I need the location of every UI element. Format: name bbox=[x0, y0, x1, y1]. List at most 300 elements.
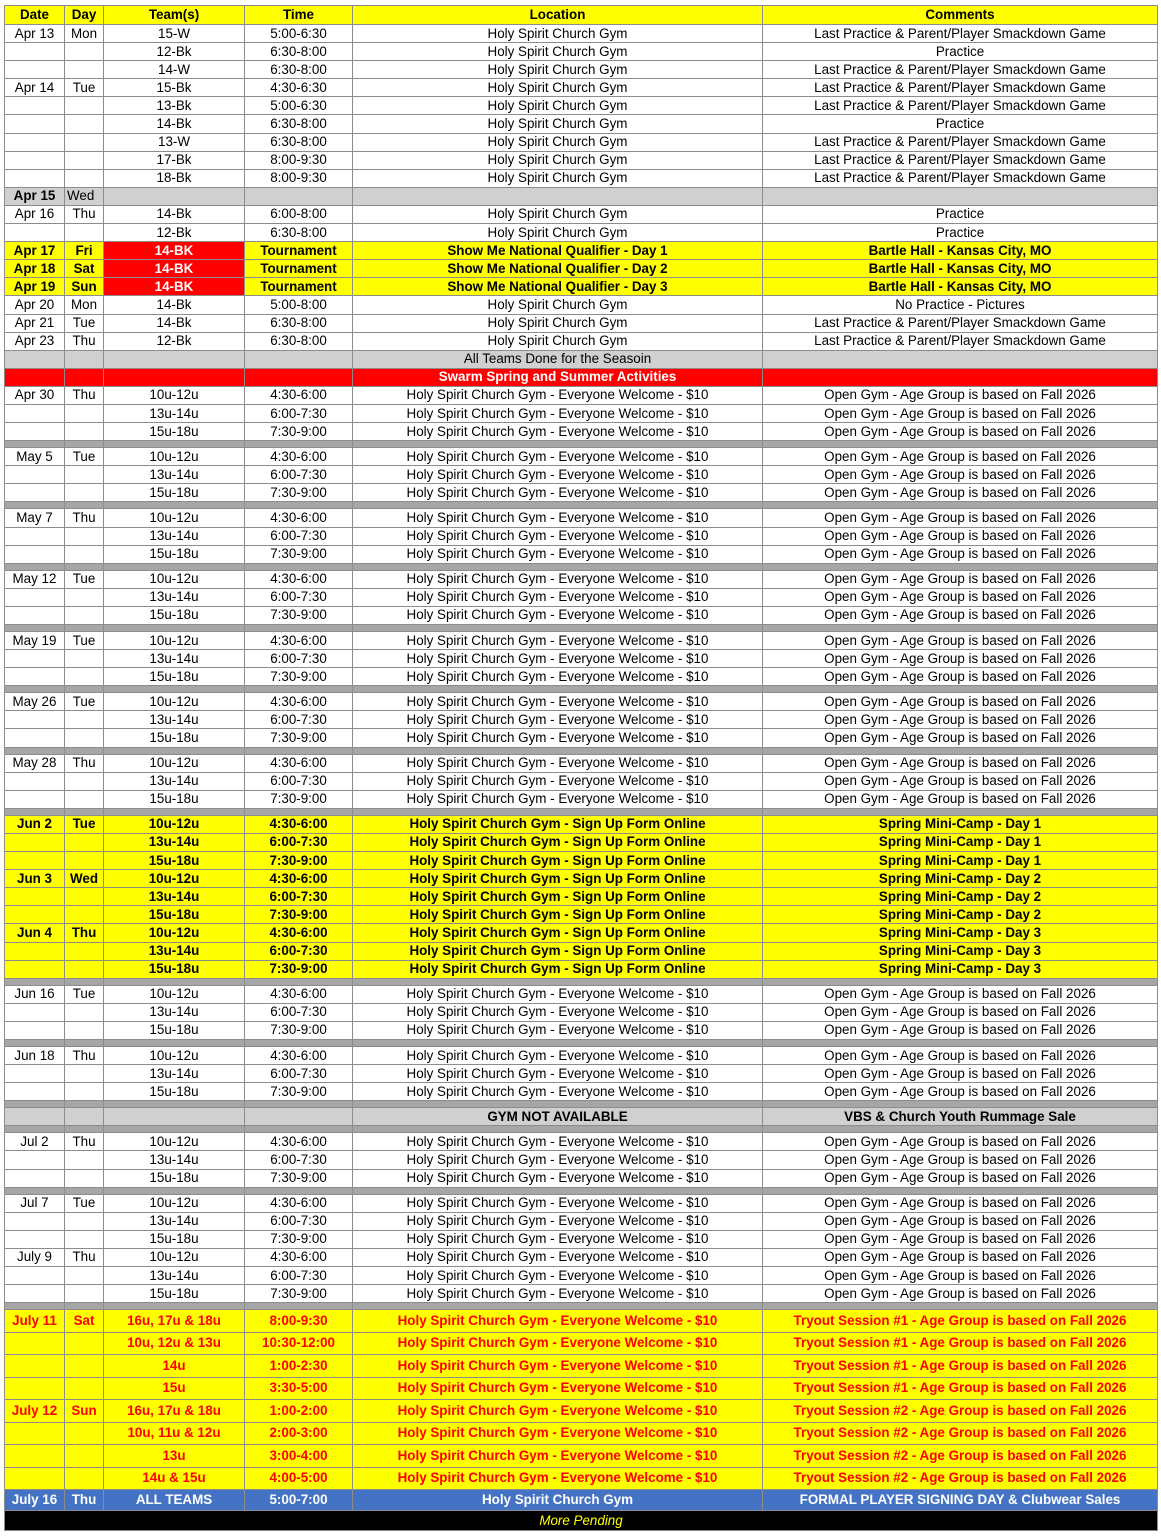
cell-location: Holy Spirit Church Gym - Everyone Welcome - $10 bbox=[353, 606, 763, 624]
separator-cell bbox=[5, 1101, 65, 1108]
cell-time: 7:30-9:00 bbox=[245, 545, 353, 563]
cell-date bbox=[5, 115, 65, 133]
separator-cell bbox=[353, 625, 763, 632]
separator-cell bbox=[245, 1187, 353, 1194]
cell-teams: 10u-12u bbox=[104, 386, 245, 404]
cell-time: 5:00-6:30 bbox=[245, 25, 353, 43]
cell-time: 1:00-2:30 bbox=[245, 1355, 353, 1378]
cell-comments: Open Gym - Age Group is based on Fall 2026 bbox=[763, 1169, 1158, 1187]
cell-comments: Tryout Session #1 - Age Group is based on Fall 2026 bbox=[763, 1377, 1158, 1400]
cell-location: Show Me National Qualifier - Day 3 bbox=[353, 278, 763, 296]
cell-location: Holy Spirit Church Gym - Everyone Welcome - $10 bbox=[353, 1355, 763, 1378]
separator-cell bbox=[245, 1039, 353, 1046]
cell-comments: Open Gym - Age Group is based on Fall 2026 bbox=[763, 1133, 1158, 1151]
cell-comments: Open Gym - Age Group is based on Fall 2026 bbox=[763, 1230, 1158, 1248]
separator-cell bbox=[763, 1126, 1158, 1133]
cell-teams: 15u-18u bbox=[104, 729, 245, 747]
cell-day bbox=[65, 729, 104, 747]
cell-teams: 14-BK bbox=[104, 260, 245, 278]
separator-cell bbox=[5, 978, 65, 985]
cell-date bbox=[5, 1230, 65, 1248]
table-row bbox=[5, 588, 1158, 606]
table-row bbox=[5, 1267, 1158, 1285]
cell-teams: 10u-12u bbox=[104, 1248, 245, 1266]
cell-date: May 26 bbox=[5, 693, 65, 711]
cell-day bbox=[65, 833, 104, 851]
cell-teams: 15u-18u bbox=[104, 1083, 245, 1101]
cell-teams: 10u-12u bbox=[104, 924, 245, 942]
cell-date bbox=[5, 1422, 65, 1445]
cell-date: May 12 bbox=[5, 570, 65, 588]
cell-day: Thu bbox=[65, 924, 104, 942]
cell-location: Holy Spirit Church Gym bbox=[353, 133, 763, 151]
separator-cell bbox=[104, 686, 245, 693]
cell-day: Sat bbox=[65, 260, 104, 278]
table-row bbox=[5, 133, 1158, 151]
cell-time: 4:30-6:00 bbox=[245, 870, 353, 888]
cell-day: Thu bbox=[65, 754, 104, 772]
cell-date bbox=[5, 133, 65, 151]
cell-date bbox=[5, 729, 65, 747]
table-row bbox=[5, 1065, 1158, 1083]
cell-day bbox=[65, 423, 104, 441]
cell-date: July 12 bbox=[5, 1400, 65, 1423]
table-row bbox=[5, 115, 1158, 133]
cell-date bbox=[5, 368, 65, 386]
cell-teams: 15-W bbox=[104, 25, 245, 43]
cell-comments: Open Gym - Age Group is based on Fall 2026 bbox=[763, 588, 1158, 606]
cell-comments: Open Gym - Age Group is based on Fall 2026 bbox=[763, 386, 1158, 404]
cell-location: Holy Spirit Church Gym bbox=[353, 296, 763, 314]
table-row bbox=[5, 1194, 1158, 1212]
cell-date bbox=[5, 43, 65, 61]
cell-comments: Open Gym - Age Group is based on Fall 2026 bbox=[763, 423, 1158, 441]
cell-date: July 16 bbox=[5, 1490, 65, 1511]
cell-date bbox=[5, 1151, 65, 1169]
cell-teams: 15u bbox=[104, 1377, 245, 1400]
cell-comments: Last Practice & Parent/Player Smackdown Game bbox=[763, 79, 1158, 97]
cell-location: Holy Spirit Church Gym bbox=[353, 61, 763, 79]
cell-comments: Last Practice & Parent/Player Smackdown Game bbox=[763, 332, 1158, 350]
cell-comments: Spring Mini-Camp - Day 3 bbox=[763, 942, 1158, 960]
table-row bbox=[5, 1151, 1158, 1169]
cell-time: 5:00-6:30 bbox=[245, 97, 353, 115]
cell-comments: Open Gym - Age Group is based on Fall 2026 bbox=[763, 1285, 1158, 1303]
cell-day bbox=[65, 1422, 104, 1445]
table-row bbox=[5, 1133, 1158, 1151]
cell-day bbox=[65, 151, 104, 169]
cell-date: Jul 7 bbox=[5, 1194, 65, 1212]
separator-cell bbox=[245, 625, 353, 632]
cell-date bbox=[5, 790, 65, 808]
separator-cell bbox=[65, 625, 104, 632]
cell-comments: Spring Mini-Camp - Day 3 bbox=[763, 960, 1158, 978]
cell-comments: Open Gym - Age Group is based on Fall 2026 bbox=[763, 650, 1158, 668]
cell-date: Apr 23 bbox=[5, 332, 65, 350]
schedule-body bbox=[5, 25, 1158, 1511]
cell-location: All Teams Done for the Seasoin bbox=[353, 350, 763, 368]
cell-location: Swarm Spring and Summer Activities bbox=[353, 368, 763, 386]
separator-cell bbox=[104, 1126, 245, 1133]
cell-day: Wed bbox=[65, 870, 104, 888]
cell-date: July 9 bbox=[5, 1248, 65, 1266]
cell-location: Holy Spirit Church Gym - Everyone Welcome - $10 bbox=[353, 1021, 763, 1039]
cell-location: Holy Spirit Church Gym bbox=[353, 169, 763, 187]
cell-time bbox=[245, 350, 353, 368]
cell-teams: 10u-12u bbox=[104, 985, 245, 1003]
cell-location: Holy Spirit Church Gym - Everyone Welcome - $10 bbox=[353, 588, 763, 606]
cell-teams bbox=[104, 368, 245, 386]
cell-teams: 16u, 17u & 18u bbox=[104, 1400, 245, 1423]
cell-time: 6:30-8:00 bbox=[245, 61, 353, 79]
yellow-red-row bbox=[5, 1332, 1158, 1355]
separator-cell bbox=[353, 1187, 763, 1194]
cell-location: Holy Spirit Church Gym bbox=[353, 314, 763, 332]
cell-comments: FORMAL PLAYER SIGNING DAY & Clubwear Sales bbox=[763, 1490, 1158, 1511]
table-row bbox=[5, 985, 1158, 1003]
cell-comments: Spring Mini-Camp - Day 1 bbox=[763, 833, 1158, 851]
cell-day: Thu bbox=[65, 1490, 104, 1511]
cell-location: Holy Spirit Church Gym - Everyone Welcome - $10 bbox=[353, 484, 763, 502]
cell-date bbox=[5, 1065, 65, 1083]
cell-teams: ALL TEAMS bbox=[104, 1490, 245, 1511]
table-row bbox=[5, 754, 1158, 772]
cell-time: 7:30-9:00 bbox=[245, 729, 353, 747]
cell-location: Holy Spirit Church Gym - Everyone Welcome - $10 bbox=[353, 668, 763, 686]
separator-cell bbox=[353, 1101, 763, 1108]
table-row bbox=[5, 314, 1158, 332]
cell-date bbox=[5, 1108, 65, 1126]
separator-cell bbox=[5, 1126, 65, 1133]
cell-time bbox=[245, 368, 353, 386]
cell-teams: 13u-14u bbox=[104, 466, 245, 484]
cell-teams: 14u & 15u bbox=[104, 1467, 245, 1490]
cell-location: Holy Spirit Church Gym - Everyone Welcome - $10 bbox=[353, 1377, 763, 1400]
cell-day bbox=[65, 43, 104, 61]
cell-date bbox=[5, 97, 65, 115]
cell-time: 8:00-9:30 bbox=[245, 151, 353, 169]
cell-teams: 13u-14u bbox=[104, 588, 245, 606]
cell-teams: 15u-18u bbox=[104, 1285, 245, 1303]
cell-location: Holy Spirit Church Gym - Everyone Welcome - $10 bbox=[353, 1267, 763, 1285]
yellow-red-row bbox=[5, 1310, 1158, 1333]
cell-time: 8:00-9:30 bbox=[245, 169, 353, 187]
separator-row bbox=[5, 686, 1158, 693]
cell-date bbox=[5, 833, 65, 851]
cell-date bbox=[5, 942, 65, 960]
separator-cell bbox=[104, 808, 245, 815]
cell-date bbox=[5, 1021, 65, 1039]
cell-teams: 15u-18u bbox=[104, 1021, 245, 1039]
cell-time: 4:30-6:00 bbox=[245, 1133, 353, 1151]
cell-teams: 15-Bk bbox=[104, 79, 245, 97]
table-row bbox=[5, 527, 1158, 545]
cell-time: 6:00-7:30 bbox=[245, 650, 353, 668]
cell-comments: Open Gym - Age Group is based on Fall 2026 bbox=[763, 545, 1158, 563]
cell-location: Show Me National Qualifier - Day 2 bbox=[353, 260, 763, 278]
cell-date bbox=[5, 1003, 65, 1021]
cell-time: 4:30-6:00 bbox=[245, 1046, 353, 1064]
cell-day bbox=[65, 1445, 104, 1468]
cell-location: Holy Spirit Church Gym - Everyone Welcome - $10 bbox=[353, 1151, 763, 1169]
cell-teams: 13u-14u bbox=[104, 1151, 245, 1169]
cell-comments: Open Gym - Age Group is based on Fall 2026 bbox=[763, 1046, 1158, 1064]
cell-date bbox=[5, 61, 65, 79]
table-row bbox=[5, 1230, 1158, 1248]
cell-date bbox=[5, 711, 65, 729]
cell-time: 6:00-7:30 bbox=[245, 888, 353, 906]
table-row bbox=[5, 1169, 1158, 1187]
yellow-row bbox=[5, 888, 1158, 906]
cell-comments: Open Gym - Age Group is based on Fall 2026 bbox=[763, 790, 1158, 808]
separator-cell bbox=[104, 1101, 245, 1108]
cell-date: Apr 18 bbox=[5, 260, 65, 278]
cell-teams: 10u-12u bbox=[104, 448, 245, 466]
cell-teams: 15u-18u bbox=[104, 1169, 245, 1187]
separator-row bbox=[5, 978, 1158, 985]
cell-location: Holy Spirit Church Gym - Everyone Welcome - $10 bbox=[353, 1285, 763, 1303]
cell-date bbox=[5, 1355, 65, 1378]
cell-date bbox=[5, 668, 65, 686]
cell-location: Holy Spirit Church Gym - Everyone Welcome - $10 bbox=[353, 1194, 763, 1212]
separator-row bbox=[5, 1039, 1158, 1046]
separator-cell bbox=[763, 1303, 1158, 1310]
separator-cell bbox=[763, 686, 1158, 693]
cell-teams: 14-Bk bbox=[104, 296, 245, 314]
table-row bbox=[5, 97, 1158, 115]
cell-teams: 14-BK bbox=[104, 278, 245, 296]
separator-cell bbox=[353, 1039, 763, 1046]
separator-cell bbox=[763, 441, 1158, 448]
cell-date bbox=[5, 1467, 65, 1490]
cell-date bbox=[5, 852, 65, 870]
blue-row bbox=[5, 1490, 1158, 1511]
cell-day bbox=[65, 545, 104, 563]
table-row bbox=[5, 772, 1158, 790]
separator-cell bbox=[245, 502, 353, 509]
cell-day: Tue bbox=[65, 632, 104, 650]
cell-date bbox=[5, 906, 65, 924]
cell-comments: Tryout Session #2 - Age Group is based on Fall 2026 bbox=[763, 1445, 1158, 1468]
cell-time: 5:00-8:00 bbox=[245, 296, 353, 314]
cell-location: Holy Spirit Church Gym - Everyone Welcome - $10 bbox=[353, 1422, 763, 1445]
cell-location: Holy Spirit Church Gym - Everyone Welcome - $10 bbox=[353, 509, 763, 527]
cell-time: Tournament bbox=[245, 260, 353, 278]
table-row bbox=[5, 484, 1158, 502]
cell-day: Tue bbox=[65, 1194, 104, 1212]
cell-date bbox=[5, 1083, 65, 1101]
separator-cell bbox=[353, 502, 763, 509]
cell-comments: Open Gym - Age Group is based on Fall 2026 bbox=[763, 772, 1158, 790]
cell-day bbox=[65, 888, 104, 906]
cell-time: 6:00-7:30 bbox=[245, 527, 353, 545]
cell-teams: 13u-14u bbox=[104, 833, 245, 851]
cell-day bbox=[65, 960, 104, 978]
yellow-row bbox=[5, 906, 1158, 924]
header-location: Location bbox=[353, 6, 763, 25]
cell-teams: 15u-18u bbox=[104, 484, 245, 502]
header-date: Date bbox=[5, 6, 65, 25]
cell-comments: Spring Mini-Camp - Day 2 bbox=[763, 870, 1158, 888]
cell-teams: 13u-14u bbox=[104, 1065, 245, 1083]
cell-time: 6:00-7:30 bbox=[245, 1212, 353, 1230]
cell-location: Holy Spirit Church Gym - Everyone Welcome - $10 bbox=[353, 693, 763, 711]
cell-time: 6:00-8:00 bbox=[245, 205, 353, 223]
cell-location: Holy Spirit Church Gym - Everyone Welcome - $10 bbox=[353, 772, 763, 790]
table-row bbox=[5, 423, 1158, 441]
cell-day bbox=[65, 484, 104, 502]
cell-teams: 12-Bk bbox=[104, 43, 245, 61]
cell-time: 7:30-9:00 bbox=[245, 668, 353, 686]
cell-day: Sat bbox=[65, 1310, 104, 1333]
yellow-red-row bbox=[5, 1422, 1158, 1445]
table-row bbox=[5, 79, 1158, 97]
separator-cell bbox=[5, 502, 65, 509]
cell-teams: 10u-12u bbox=[104, 570, 245, 588]
cell-comments: Open Gym - Age Group is based on Fall 2026 bbox=[763, 1194, 1158, 1212]
cell-comments: Tryout Session #1 - Age Group is based on Fall 2026 bbox=[763, 1355, 1158, 1378]
cell-location: GYM NOT AVAILABLE bbox=[353, 1108, 763, 1126]
cell-time: 6:30-8:00 bbox=[245, 115, 353, 133]
banner-gray-row bbox=[5, 350, 1158, 368]
separator-cell bbox=[104, 747, 245, 754]
cell-date: Apr 15 bbox=[5, 187, 65, 205]
cell-day: Tue bbox=[65, 570, 104, 588]
cell-day bbox=[65, 527, 104, 545]
cell-location: Holy Spirit Church Gym - Sign Up Form Online bbox=[353, 924, 763, 942]
cell-day bbox=[65, 588, 104, 606]
yellow-red-row bbox=[5, 1445, 1158, 1468]
cell-location: Holy Spirit Church Gym bbox=[353, 43, 763, 61]
cell-comments: Open Gym - Age Group is based on Fall 2026 bbox=[763, 985, 1158, 1003]
cell-teams: 10u-12u bbox=[104, 870, 245, 888]
cell-location: Holy Spirit Church Gym - Everyone Welcome - $10 bbox=[353, 650, 763, 668]
cell-teams: 10u-12u bbox=[104, 1194, 245, 1212]
cell-time: 7:30-9:00 bbox=[245, 960, 353, 978]
cell-time: 7:30-9:00 bbox=[245, 1285, 353, 1303]
cell-day bbox=[65, 606, 104, 624]
cell-time: Tournament bbox=[245, 242, 353, 260]
separator-row bbox=[5, 1101, 1158, 1108]
cell-date: Jul 2 bbox=[5, 1133, 65, 1151]
yellow-row bbox=[5, 833, 1158, 851]
cell-location: Holy Spirit Church Gym - Everyone Welcome - $10 bbox=[353, 1248, 763, 1266]
banner-red-row bbox=[5, 368, 1158, 386]
cell-comments: Practice bbox=[763, 205, 1158, 223]
table-row bbox=[5, 448, 1158, 466]
table-row bbox=[5, 386, 1158, 404]
cell-teams: 13u-14u bbox=[104, 650, 245, 668]
cell-day bbox=[65, 1065, 104, 1083]
cell-day bbox=[65, 224, 104, 242]
cell-day bbox=[65, 1267, 104, 1285]
separator-cell bbox=[763, 808, 1158, 815]
cell-date bbox=[5, 1212, 65, 1230]
cell-time: 6:00-7:30 bbox=[245, 1267, 353, 1285]
separator-cell bbox=[245, 563, 353, 570]
cell-location: Holy Spirit Church Gym - Everyone Welcome - $10 bbox=[353, 1083, 763, 1101]
cell-location: Holy Spirit Church Gym - Everyone Welcome - $10 bbox=[353, 1003, 763, 1021]
cell-comments: Tryout Session #1 - Age Group is based on Fall 2026 bbox=[763, 1310, 1158, 1333]
cell-time: 7:30-9:00 bbox=[245, 906, 353, 924]
cell-comments: Open Gym - Age Group is based on Fall 2026 bbox=[763, 754, 1158, 772]
cell-teams: 13-Bk bbox=[104, 97, 245, 115]
cell-time: 6:00-7:30 bbox=[245, 711, 353, 729]
cell-comments: Practice bbox=[763, 115, 1158, 133]
cell-date bbox=[5, 1445, 65, 1468]
cell-comments: Open Gym - Age Group is based on Fall 2026 bbox=[763, 1021, 1158, 1039]
cell-teams: 15u-18u bbox=[104, 852, 245, 870]
cell-comments: Spring Mini-Camp - Day 2 bbox=[763, 888, 1158, 906]
cell-time: 7:30-9:00 bbox=[245, 1230, 353, 1248]
table-row bbox=[5, 404, 1158, 422]
cell-teams: 13u-14u bbox=[104, 527, 245, 545]
cell-day: Fri bbox=[65, 242, 104, 260]
cell-location: Holy Spirit Church Gym - Everyone Welcome - $10 bbox=[353, 386, 763, 404]
cell-time: 4:30-6:00 bbox=[245, 1248, 353, 1266]
cell-date: July 11 bbox=[5, 1310, 65, 1333]
cell-teams: 10u, 11u & 12u bbox=[104, 1422, 245, 1445]
cell-date: Jun 4 bbox=[5, 924, 65, 942]
cell-comments: VBS & Church Youth Rummage Sale bbox=[763, 1108, 1158, 1126]
cell-comments: Spring Mini-Camp - Day 3 bbox=[763, 924, 1158, 942]
cell-time: 4:30-6:00 bbox=[245, 754, 353, 772]
yellow-row bbox=[5, 242, 1158, 260]
separator-row bbox=[5, 625, 1158, 632]
cell-time: 2:00-3:00 bbox=[245, 1422, 353, 1445]
cell-day bbox=[65, 790, 104, 808]
cell-time: 6:00-7:30 bbox=[245, 772, 353, 790]
cell-comments: Open Gym - Age Group is based on Fall 2026 bbox=[763, 1003, 1158, 1021]
cell-time: 4:30-6:00 bbox=[245, 386, 353, 404]
separator-cell bbox=[65, 1126, 104, 1133]
separator-cell bbox=[353, 747, 763, 754]
table-row bbox=[5, 790, 1158, 808]
table-row bbox=[5, 693, 1158, 711]
separator-cell bbox=[65, 808, 104, 815]
cell-time: 6:30-8:00 bbox=[245, 224, 353, 242]
cell-comments: Open Gym - Age Group is based on Fall 2026 bbox=[763, 527, 1158, 545]
cell-comments: Open Gym - Age Group is based on Fall 2026 bbox=[763, 729, 1158, 747]
cell-location: Holy Spirit Church Gym bbox=[353, 79, 763, 97]
separator-row bbox=[5, 441, 1158, 448]
cell-time: 1:00-2:00 bbox=[245, 1400, 353, 1423]
separator-cell bbox=[104, 441, 245, 448]
cell-teams: 15u-18u bbox=[104, 1230, 245, 1248]
cell-comments: Open Gym - Age Group is based on Fall 2026 bbox=[763, 448, 1158, 466]
cell-comments: Practice bbox=[763, 224, 1158, 242]
cell-comments: Open Gym - Age Group is based on Fall 2026 bbox=[763, 509, 1158, 527]
cell-day bbox=[65, 711, 104, 729]
cell-teams: 15u-18u bbox=[104, 423, 245, 441]
yellow-row bbox=[5, 960, 1158, 978]
cell-location: Holy Spirit Church Gym - Sign Up Form Online bbox=[353, 888, 763, 906]
header-comments: Comments bbox=[763, 6, 1158, 25]
table-row bbox=[5, 1212, 1158, 1230]
separator-cell bbox=[5, 808, 65, 815]
cell-day bbox=[65, 1021, 104, 1039]
separator-cell bbox=[353, 441, 763, 448]
separator-cell bbox=[245, 686, 353, 693]
cell-day bbox=[65, 1003, 104, 1021]
table-row bbox=[5, 169, 1158, 187]
cell-time: 7:30-9:00 bbox=[245, 484, 353, 502]
cell-teams: 12-Bk bbox=[104, 332, 245, 350]
cell-day bbox=[65, 1355, 104, 1378]
table-row bbox=[5, 151, 1158, 169]
cell-date bbox=[5, 960, 65, 978]
cell-day bbox=[65, 1212, 104, 1230]
